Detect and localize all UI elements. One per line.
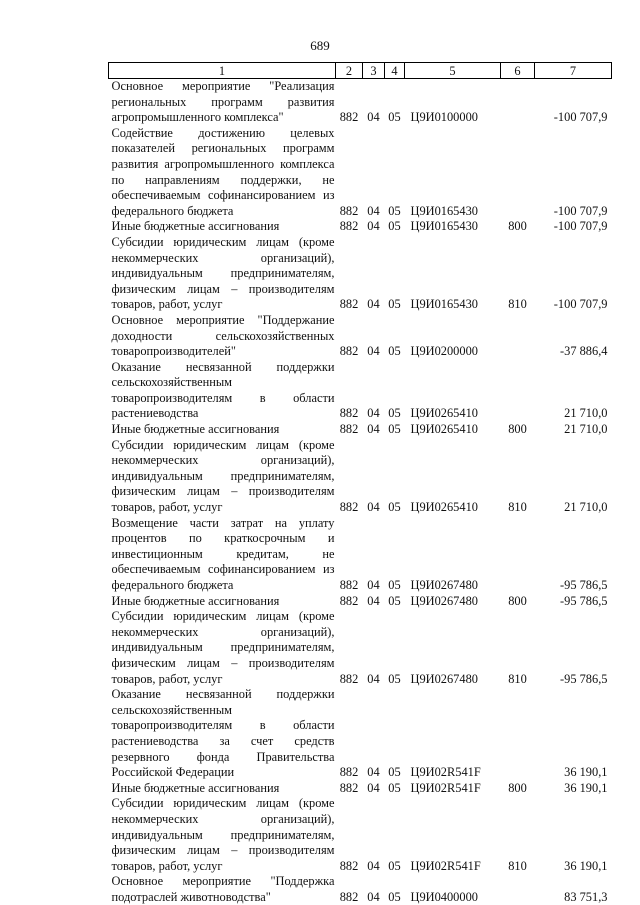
row-subsection: 05 — [388, 500, 401, 515]
row-subsection: 05 — [388, 406, 401, 421]
row-name: Субсидии юридическим лицам (кроме некоммерческих организаций), индивидуальным предпринимателям, физическим лицам – производителям товаров, работ, услуг — [111, 609, 335, 686]
row-target-code: Ц9И0165430 — [410, 203, 478, 218]
row-amount: -100 707,9 — [553, 219, 608, 234]
row-amount: -100 707,9 — [553, 203, 608, 218]
row-amount: -100 707,9 — [553, 110, 608, 125]
row-subsection: 05 — [388, 889, 401, 904]
table-row — [109, 79, 612, 126]
row-name: Субсидии юридическим лицам (кроме некоммерческих организаций), индивидуальным предпринимателям, физическим лицам – производителям товаров, работ, услуг — [111, 437, 335, 515]
row-section: 04 — [367, 858, 380, 873]
row-target-code: Ц9И0267480 — [410, 671, 478, 686]
row-target-code: Ц9И02R541F — [410, 780, 481, 795]
budget-table — [108, 62, 612, 905]
table-row — [109, 609, 612, 687]
row-expense-type — [501, 360, 535, 422]
row-section: 04 — [367, 406, 380, 421]
row-subsection: 05 — [388, 671, 401, 686]
row-expense-type: 800 — [508, 593, 527, 608]
row-ved: 882 — [339, 203, 359, 218]
row-target-code: Ц9И0165430 — [410, 297, 478, 312]
row-section: 04 — [367, 203, 380, 218]
row-ved: 882 — [339, 671, 359, 686]
row-amount: 36 190,1 — [564, 858, 608, 873]
table-row — [109, 594, 612, 610]
row-section: 04 — [367, 889, 380, 904]
row-expense-type: 800 — [508, 422, 527, 437]
row-name: Иные бюджетные ассигнования — [111, 422, 280, 437]
table-row — [109, 874, 612, 905]
table-row — [109, 126, 612, 220]
header-col-2: 2 — [336, 63, 363, 79]
row-expense-type: 810 — [508, 500, 527, 515]
row-expense-type: 800 — [508, 780, 527, 795]
header-col-3: 3 — [363, 63, 385, 79]
row-name: Основное мероприятие "Реализация региональных программ развития агропромышленного комплекса" — [111, 79, 335, 125]
row-target-code: Ц9И0200000 — [410, 344, 478, 359]
row-amount: 83 751,3 — [564, 889, 608, 904]
row-target-code: Ц9И0165430 — [410, 219, 478, 234]
table-row — [109, 219, 612, 235]
table-row — [109, 516, 612, 594]
row-name: Оказание несвязанной поддержки сельскохозяйственным товаропроизводителям в области растениеводства — [111, 359, 335, 421]
table-row — [109, 313, 612, 360]
row-subsection: 05 — [388, 219, 401, 234]
row-target-code: Ц9И0267480 — [410, 593, 478, 608]
row-section: 04 — [367, 671, 380, 686]
row-target-code: Ц9И0267480 — [410, 578, 478, 592]
row-expense-type — [501, 79, 535, 126]
row-expense-type — [501, 874, 535, 905]
table-row — [109, 796, 612, 874]
row-section: 04 — [367, 780, 380, 795]
row-amount: 36 190,1 — [564, 780, 608, 795]
table-body — [109, 79, 612, 905]
row-expense-type — [501, 687, 535, 781]
row-ved: 882 — [339, 889, 359, 904]
table-row — [109, 360, 612, 422]
row-name: Содействие достижению целевых показателей региональных программ развития агропромышленного комплекса по направлениям поддержки, не обеспечиваемым софинансированием из федерального бюджета — [111, 125, 335, 218]
row-subsection: 05 — [388, 344, 401, 359]
row-name: Иные бюджетные ассигнования — [111, 780, 280, 795]
row-section: 04 — [367, 110, 380, 125]
row-expense-type — [501, 126, 535, 220]
row-section: 04 — [367, 578, 380, 592]
row-section: 04 — [367, 219, 380, 234]
row-ved: 882 — [339, 297, 359, 312]
row-amount: 21 710,0 — [564, 500, 608, 515]
row-target-code: Ц9И02R541F — [410, 765, 481, 780]
row-name: Оказание несвязанной поддержки сельскохозяйственным товаропроизводителям в области растениеводства за счет средств резервного фонда Правительства Российской Федерации — [111, 687, 335, 780]
row-ved: 882 — [339, 578, 359, 592]
row-amount: -95 786,5 — [560, 578, 608, 592]
row-amount: 36 190,1 — [564, 765, 608, 780]
header-col-5: 5 — [405, 63, 501, 79]
row-subsection: 05 — [388, 203, 401, 218]
row-subsection: 05 — [388, 297, 401, 312]
row-ved: 882 — [339, 110, 359, 125]
row-ved: 882 — [339, 780, 359, 795]
row-subsection: 05 — [388, 578, 401, 592]
row-ved: 882 — [339, 500, 359, 515]
row-amount: -95 786,5 — [560, 593, 608, 608]
row-name: Субсидии юридическим лицам (кроме некоммерческих организаций), индивидуальным предпринимателям, физическим лицам – производителям товаров, работ, услуг — [111, 796, 335, 873]
row-amount: -37 886,4 — [560, 344, 608, 359]
row-target-code: Ц9И0400000 — [410, 889, 478, 904]
row-name: Субсидии юридическим лицам (кроме некоммерческих организаций), индивидуальным предпринимателям, физическим лицам – производителям товаров, работ, услуг — [111, 234, 335, 312]
row-section: 04 — [367, 344, 380, 359]
header-col-7: 7 — [535, 63, 612, 79]
row-expense-type: 810 — [508, 858, 527, 873]
row-target-code: Ц9И0265410 — [410, 500, 478, 515]
row-expense-type: 810 — [508, 297, 527, 312]
row-subsection: 05 — [388, 765, 401, 780]
row-section: 04 — [367, 500, 380, 515]
row-amount: 21 710,0 — [564, 422, 608, 437]
row-section: 04 — [367, 593, 380, 608]
row-subsection: 05 — [388, 110, 401, 125]
row-name: Иные бюджетные ассигнования — [111, 593, 280, 608]
table-row — [109, 781, 612, 797]
row-expense-type: 810 — [508, 671, 527, 686]
row-target-code: Ц9И0265410 — [410, 406, 478, 421]
row-expense-type — [501, 313, 535, 360]
row-ved: 882 — [339, 422, 359, 437]
row-section: 04 — [367, 297, 380, 312]
header-col-4: 4 — [385, 63, 405, 79]
row-amount: -100 707,9 — [553, 297, 608, 312]
page-number: 689 — [310, 38, 330, 53]
header-col-1: 1 — [109, 63, 336, 79]
row-name: Основное мероприятие "Поддержание доходности сельскохозяйственных товаропроизводителей" — [111, 312, 335, 359]
table-row — [109, 422, 612, 438]
table-header — [109, 63, 612, 79]
row-name: Иные бюджетные ассигнования — [111, 219, 280, 234]
row-name: Возмещение части затрат на уплату процентов по краткосрочным и инвестиционным кредитам, не обеспечиваемым софинансированием из федерального бюджета — [111, 515, 335, 592]
row-expense-type — [501, 516, 535, 594]
row-subsection: 05 — [388, 858, 401, 873]
row-amount: -95 786,5 — [560, 671, 608, 686]
row-subsection: 05 — [388, 780, 401, 795]
table-row — [109, 687, 612, 781]
row-ved: 882 — [339, 344, 359, 359]
row-section: 04 — [367, 765, 380, 780]
row-ved: 882 — [339, 593, 359, 608]
row-ved: 882 — [339, 406, 359, 421]
row-expense-type: 800 — [508, 219, 527, 234]
row-ved: 882 — [339, 858, 359, 873]
row-section: 04 — [367, 422, 380, 437]
header-col-6: 6 — [501, 63, 535, 79]
row-target-code: Ц9И02R541F — [410, 858, 481, 873]
row-ved: 882 — [339, 765, 359, 780]
row-name: Основное мероприятие "Поддержка подотраслей животноводства" — [111, 874, 335, 904]
row-subsection: 05 — [388, 422, 401, 437]
row-amount: 21 710,0 — [564, 406, 608, 421]
row-ved: 882 — [339, 219, 359, 234]
row-subsection: 05 — [388, 593, 401, 608]
table-row — [109, 438, 612, 516]
row-target-code: Ц9И0100000 — [410, 110, 478, 125]
row-target-code: Ц9И0265410 — [410, 422, 478, 437]
table-row — [109, 235, 612, 313]
